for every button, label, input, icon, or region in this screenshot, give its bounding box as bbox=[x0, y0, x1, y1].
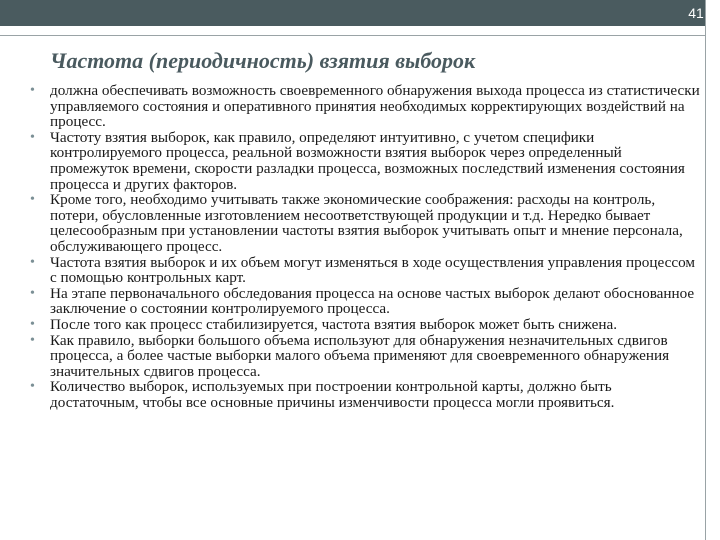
bullet-item bbox=[30, 286, 700, 317]
bullet-text: Кроме того, необходимо учитывать также экономические соображения: расходы на контроль, потери, обусловленные изготовлением несоответствующей продукции и т.д. Нередко бывает целесообразным при установлении частоты взятия выборок учитывать опыт и мнение персонала, обслуживающего процесс. bbox=[50, 191, 683, 255]
slide-title: Частота (периодичность) взятия выборок bbox=[50, 48, 476, 73]
bullet-text: должна обеспечивать возможность своевременного обнаружения выхода процесса из статистически управляемого состояния и оперативного принятия необходимых корректирующих воздействий на процесс. bbox=[50, 82, 700, 131]
bullet-item bbox=[30, 333, 700, 380]
bullet-item bbox=[30, 83, 700, 130]
bullet-text: После того как процесс стабилизируется, частота взятия выборок может быть снижена. bbox=[50, 315, 617, 333]
bullet-icon: • bbox=[30, 192, 35, 208]
header-divider bbox=[0, 35, 705, 36]
bullet-item bbox=[30, 130, 700, 192]
bullet-icon: • bbox=[30, 379, 35, 395]
bullet-text: Частота взятия выборок и их объем могут изменяться в ходе осуществления управления процессом с помощью контрольных карт. bbox=[50, 253, 695, 287]
bullet-icon: • bbox=[30, 83, 35, 98]
bullet-icon: • bbox=[30, 254, 35, 270]
bullet-text: Частоту взятия выборок, как правило, определяют интуитивно, с учетом специфики контролируемого процесса, реальной возможности взятия выборок через определенный промежуток времени, скорости разладки процесса, возможных последствий изменения состояния процесса и других факторов. bbox=[50, 128, 685, 193]
bullet-item bbox=[30, 255, 700, 286]
bullet-item bbox=[30, 192, 700, 254]
bullet-icon: • bbox=[30, 332, 35, 348]
right-divider bbox=[705, 0, 706, 540]
bullet-text: Как правило, выборки большого объема используют для обнаружения незначительных сдвигов процесса, а более частые выборки малого объема применяют для своевременного обнаружения значительных сдвигов процесса. bbox=[50, 331, 670, 380]
bullet-icon: • bbox=[30, 129, 35, 145]
bullet-item bbox=[30, 379, 700, 410]
bullet-item bbox=[30, 317, 700, 333]
header-bar bbox=[0, 0, 705, 26]
bullet-text: Количество выборок, используемых при построении контрольной карты, должно быть достаточным, чтобы все основные причины изменчивости процесса могли проявиться. bbox=[50, 378, 615, 411]
bullet-list bbox=[30, 83, 700, 410]
bullet-icon: • bbox=[30, 316, 35, 332]
bullet-text: На этапе первоначального обследования процесса на основе частых выборок делают обоснованное заключение о состоянии контролируемого процесса. bbox=[50, 284, 695, 318]
bullet-icon: • bbox=[30, 285, 35, 301]
page-number: 41 bbox=[688, 5, 704, 21]
